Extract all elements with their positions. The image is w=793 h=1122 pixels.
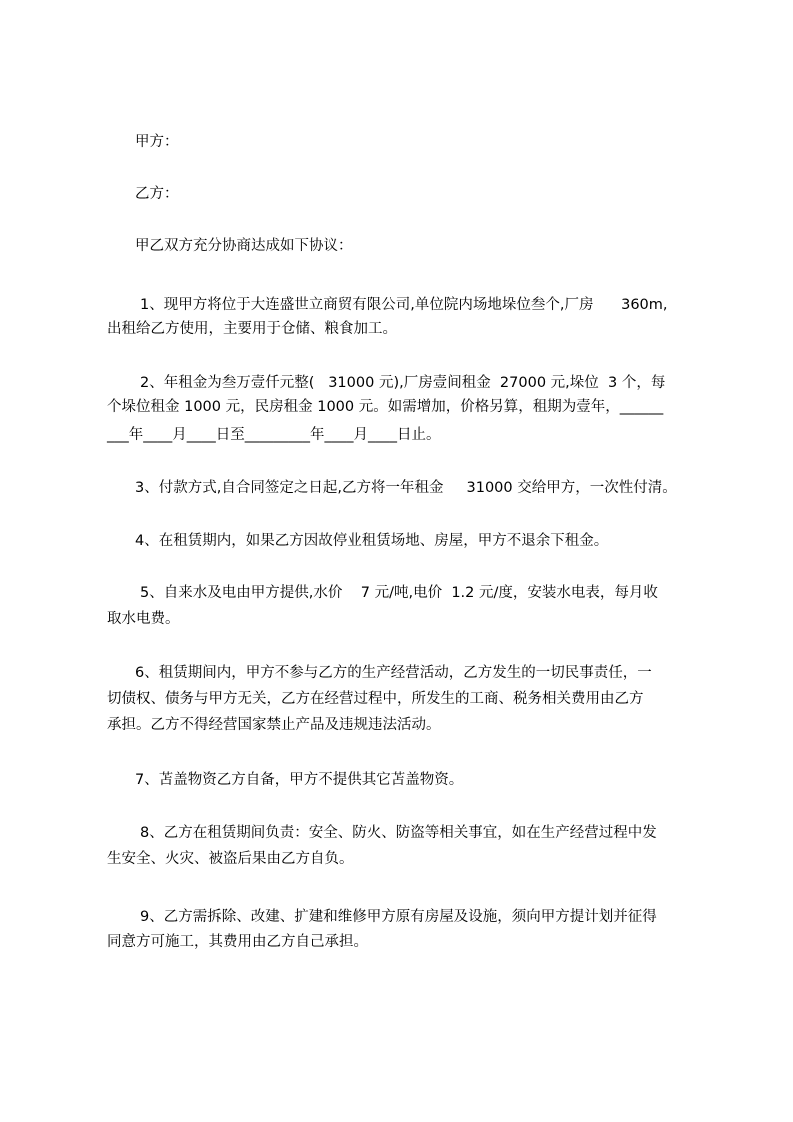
- clause-6-line-2: 切债权、债务与甲方无关，乙方在经营过程中，所发生的工商、税务相关费用由乙方: [107, 691, 644, 707]
- preamble-text: 甲乙双方充分协商达成如下协议：: [135, 238, 353, 254]
- clause-9-line-2: 同意方可施工，其费用由乙方自己承担。: [107, 934, 368, 950]
- clause-5-line-1: 5、自来水及电由甲方提供,水价 7 元/吨,电价 1.2 元/度，安装水电表，每月收: [140, 585, 658, 601]
- clause-2-line-2: 个垛位租金 1000 元，民房租金 1000 元。如需增加，价格另算，租期为壹年，______: [107, 399, 664, 415]
- clause-6-line-1: 6、租赁期间内，甲方不参与乙方的生产经营活动，乙方发生的一切民事责任，一: [135, 665, 652, 681]
- clause-3-line-1: 3、付款方式,自合同签定之日起,乙方将一年租金 31000 交给甲方，一次性付清。: [135, 480, 677, 496]
- clause-8-line-2: 生安全、火灾、被盗后果由乙方自负。: [107, 851, 354, 867]
- clause-4-line-1: 4、在租赁期内，如果乙方因故停业租赁场地、房屋，甲方不退余下租金。: [135, 533, 609, 549]
- clause-2-line-1: 2、年租金为叁万壹仟元整( 31000 元),厂房壹间租金 27000 元,垛位 3 个，每: [140, 375, 666, 391]
- party-b-label: 乙方：: [135, 186, 179, 202]
- clause-6-line-3: 承担。乙方不得经营国家禁止产品及违规违法活动。: [107, 717, 441, 733]
- clause-1-line-1: 1、现甲方将位于大连盛世立商贸有限公司,单位院内场地垛位叁个,厂房 360m,: [140, 297, 668, 313]
- party-a-label: 甲方：: [135, 134, 179, 150]
- clause-2-line-3: ___年____月____日至_________年____月____日止。: [107, 427, 441, 443]
- clause-5-line-2: 取水电费。: [107, 611, 180, 627]
- clause-8-line-1: 8、乙方在租赁期间负责：安全、防火、防盗等相关事宜，如在生产经营过程中发: [140, 825, 657, 841]
- clause-1-line-2: 出租给乙方使用，主要用于仓储、粮食加工。: [107, 321, 397, 337]
- clause-7-line-1: 7、苫盖物资乙方自备，甲方不提供其它苫盖物资。: [135, 772, 464, 788]
- clause-9-line-1: 9、乙方需拆除、改建、扩建和维修甲方原有房屋及设施，须向甲方提计划并征得: [140, 909, 657, 925]
